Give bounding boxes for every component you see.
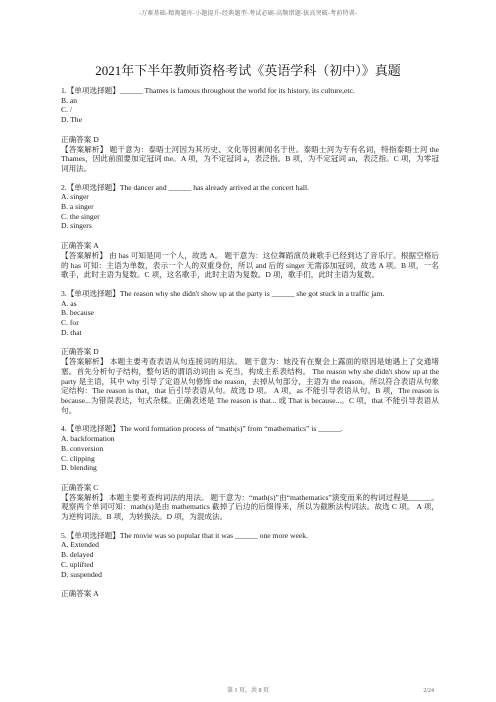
question-block (61, 183, 439, 280)
correct-answer: 正确答案 C (61, 482, 99, 492)
answer-analysis: 【答案解析】 本题主要考查表语从句连接词的用法。 题干意为：她没有在聚会上露面的原因是她遇上了交通堵塞。首先分析句子结构，整句话的谓语动词由 is 充当，构成主系表结构。 The reason why she didn't show up at the party 是主语，其中 why 引导了定语从句修饰 the reason，去掉从句部分，主语为 the reason。所以符合表语从句象定结构：The reason is that，that 后引导表语从句。故选 D 项。 A 项，as 不能引导表语从句。B 项，The reason is because...为错误表达，句式杂糅。正确表述是 The reason is that... 或 That is because...。C 项，that 不能引导表语从句。 (61, 357, 439, 415)
question-option: A. Extended (61, 540, 99, 550)
question-option: C. uplifted (61, 559, 94, 569)
question-stem: 1.【单项选择题】______ Thames is famous throughout the world for its history, its culture,etc. (61, 86, 355, 95)
question-option: A. as (61, 298, 77, 308)
question-option: B. a singer (61, 202, 94, 212)
answer-analysis: 【答案解析】 本题主要考查构词法的用法。 题干意为：“math(s)”由“mathematics”演变而来的构词过程是______。观察两个单词可知：math(s)是由 mathematics 截掉了后边的后缀得来，所以为截断法构词法。故选 C 项。 A 项，为逆构词法。B 项，为转换法。D 项，为混成法。 (61, 492, 439, 522)
question-stem: 5.【单项选择题】The movie was so popular that it was ______ one more week. (61, 530, 308, 540)
correct-answer: 正确答案 A (61, 589, 99, 599)
page-header-banner: -万寨基础-精淘题库-小题提升-经典题型-考试必刷-高频错题-拔高突破-考前特训- (138, 11, 358, 17)
question-option: C. clipping (61, 453, 95, 463)
question-option: D. blending (61, 463, 97, 473)
document-title: 2021年下半年教师资格考试《英语学科（初中）》真题 (95, 63, 401, 78)
correct-answer: 正确答案 D (61, 134, 99, 144)
question-option: C. for (61, 318, 79, 328)
question-option: A. singer (61, 192, 89, 202)
question-stem: 3.【单项选择题】The reason why she didn't show up at the party is ______ she got stuck in a traffic jam. (61, 288, 385, 298)
question-list (61, 86, 439, 599)
question-option: D. The (61, 115, 82, 125)
page-number: 第 1 页，共 8 页 (226, 688, 269, 694)
question-option: B. delayed (61, 550, 94, 560)
question-option: B. because (61, 308, 94, 318)
question-block (61, 424, 439, 521)
question-option: C. / (61, 105, 72, 115)
question-option: B. an (61, 95, 78, 105)
question-option: B. conversion (61, 443, 104, 453)
question-stem: 4.【单项选择题】The word formation process of “math(s)” from “mathematics” is ______. (61, 424, 343, 434)
question-block (61, 86, 439, 174)
correct-answer: 正确答案 A (61, 241, 99, 251)
question-stem: 2.【单项选择题】The dancer and ______ has already arrived at the concert hall. (61, 182, 309, 192)
question-block (61, 289, 439, 415)
question-option: C. the singer (61, 211, 100, 221)
page-counter: 2/24 (423, 688, 434, 694)
question-option: D. that (61, 327, 82, 337)
answer-analysis: 【答案解析】 题干意为：泰晤士河因为其历史、文化等因素闻名于世。泰晤士河为专有名词，特指泰晤士河 the Thames，因此前面要加定冠词 the。A 项，为不定冠词 a，表泛指。B 项，为不定冠词 an，表泛指。C 项，为零冠词用法。 (61, 144, 439, 173)
question-option: D. singers (61, 221, 92, 231)
question-option: A. backformation (61, 434, 115, 444)
correct-answer: 正确答案 D (61, 347, 99, 357)
question-option: D. suspended (61, 569, 102, 579)
question-block (61, 531, 439, 599)
answer-analysis: 【答案解析】 由 has 可知是同一个人，故选 A。 题干意为：这位舞蹈演员兼歌手已经到达了音乐厅。根据空格后的 has 可知：主语为单数，表示一个人的双重身份，所以 and 后的 singer 无需添加冠词，故选 A 项。B 项，一名歌手，此时主语为复数。C 项，这名歌手，此时主语为复数。D 项，歌手们，此时主语为复数。 (61, 250, 439, 280)
